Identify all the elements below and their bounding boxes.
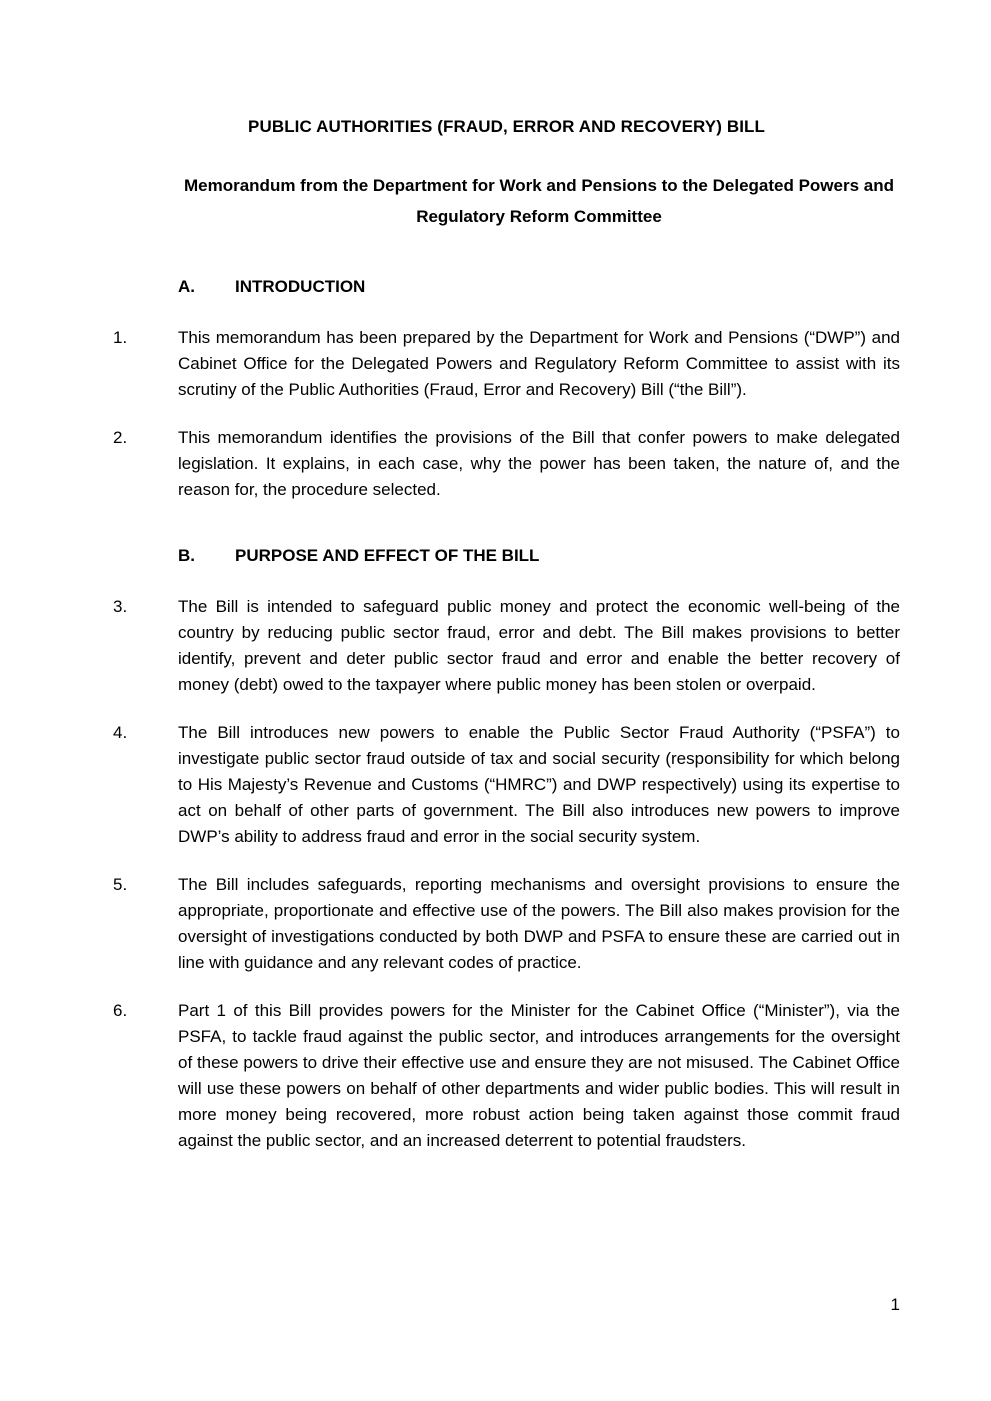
- section-heading-introduction: [113, 232, 900, 300]
- paragraph-2: [113, 403, 900, 503]
- document-title: PUBLIC AUTHORITIES (FRAUD, ERROR AND RECOVERY) BILL: [248, 117, 765, 136]
- page-number: 1: [890, 1295, 900, 1314]
- paragraph-4: [113, 698, 900, 850]
- paragraph-number: 1.: [113, 328, 128, 347]
- paragraph-6: [113, 976, 900, 1154]
- paragraph-5: [113, 850, 900, 976]
- page-content: [113, 0, 900, 1154]
- paragraph-1: [113, 300, 900, 403]
- paragraph-number: 4.: [113, 723, 128, 742]
- section-heading-purpose-and-effect: [113, 503, 900, 569]
- paragraph-3: [113, 569, 900, 698]
- paragraph-number: 5.: [113, 875, 128, 894]
- paragraph-number: 2.: [113, 428, 128, 447]
- section-letter: A.: [178, 277, 195, 296]
- paragraph-number: 6.: [113, 1001, 128, 1020]
- section-title: PURPOSE AND EFFECT OF THE BILL: [235, 546, 540, 565]
- paragraph-number: 3.: [113, 597, 128, 616]
- paragraph-text: Part 1 of this Bill provides powers for the Minister for the Cabinet Office (“Minister”), via the PSFA, to tackle fraud against the public sector, and introduces arrangements for the oversight of these powers to drive their effective use and ensure they are not misused. The Cabinet Office will use these powers on behalf of other departments and wider public bodies. This will result in more money being recovered, more robust action being taken against those commit fraud against the public sector, and an increased deterrent to potential fraudsters.: [178, 1001, 900, 1150]
- section-letter: B.: [178, 546, 195, 565]
- paragraph-text: This memorandum has been prepared by the Department for Work and Pensions (“DWP”) and Cabinet Office for the Delegated Powers and Regulatory Reform Committee to assist with its scrutiny of the Public Authorities (Fraud, Error and Recovery) Bill (“the Bill”).: [178, 328, 900, 399]
- section-title: INTRODUCTION: [235, 277, 366, 296]
- document-subtitle: Memorandum from the Department for Work and Pensions to the Delegated Powers and Regulatory Reform Committee: [183, 176, 894, 226]
- paragraph-text: The Bill introduces new powers to enable the Public Sector Fraud Authority (“PSFA”) to investigate public sector fraud outside of tax and social security (responsibility for which belong to His Majesty’s Revenue and Customs (“HMRC”) and DWP respectively) using its expertise to act on behalf of other parts of government. The Bill also introduces new powers to improve DWP’s ability to address fraud and error in the social security system.: [178, 723, 900, 846]
- paragraph-text: The Bill includes safeguards, reporting mechanisms and oversight provisions to ensure the appropriate, proportionate and effective use of the powers. The Bill also makes provision for the oversight of investigations conducted by both DWP and PSFA to ensure these are carried out in line with guidance and any relevant codes of practice.: [178, 875, 900, 972]
- paragraph-text: The Bill is intended to safeguard public money and protect the economic well-being of the country by reducing public sector fraud, error and debt. The Bill makes provisions to better identify, prevent and deter public sector fraud and error and enable the better recovery of money (debt) owed to the taxpayer where public money has been stolen or overpaid.: [178, 597, 900, 694]
- paragraph-text: This memorandum identifies the provisions of the Bill that confer powers to make delegated legislation. It explains, in each case, why the power has been taken, the nature of, and the reason for, the procedure selected.: [178, 428, 900, 499]
